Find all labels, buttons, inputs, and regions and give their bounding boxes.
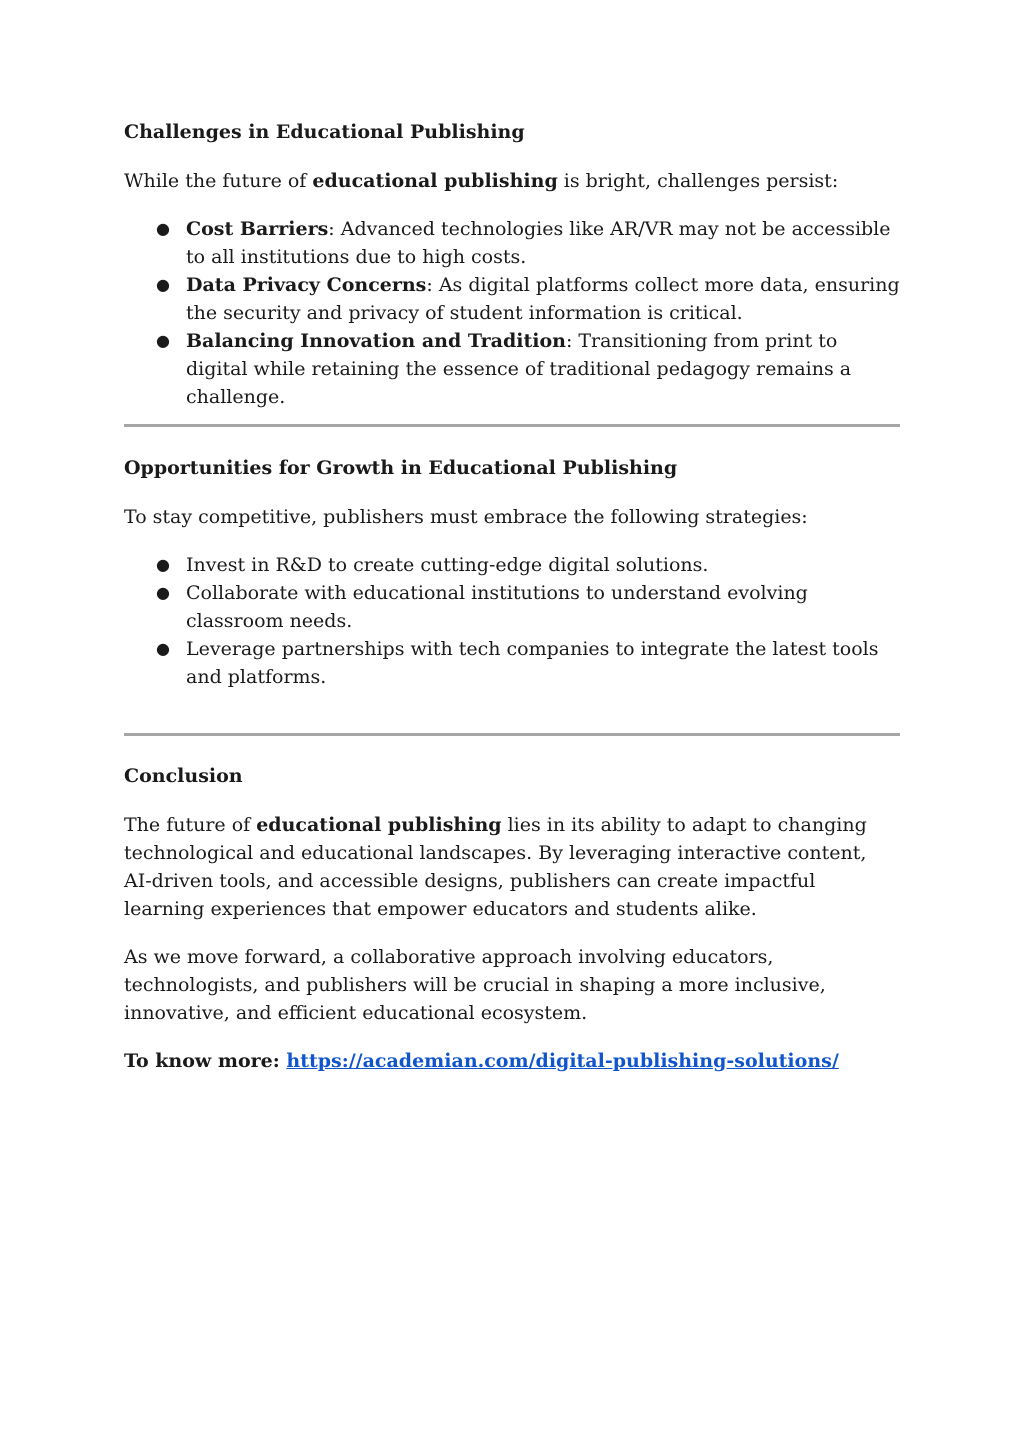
- item-text: : Transitioning from print to digital while retaining the essence of traditional pedagogy remains a challenge.: [186, 330, 852, 408]
- divider-line: [124, 424, 900, 427]
- intro-bold-text: educational publishing: [312, 170, 558, 192]
- list-item: [124, 635, 900, 691]
- item-text: : As digital platforms collect more data, ensuring the security and privacy of student information is critical.: [186, 274, 900, 324]
- know-more-line: [124, 1047, 900, 1075]
- opportunities-heading: Opportunities for Growth in Educational Publishing: [124, 457, 678, 479]
- conclusion-section: [124, 762, 900, 1095]
- conclusion-paragraph-1: [124, 811, 900, 923]
- challenges-heading: Challenges in Educational Publishing: [124, 121, 525, 143]
- challenges-intro: [124, 167, 900, 195]
- paragraph-text: lies in its ability to adapt to changing technological and educational landscapes. By leveraging interactive content, AI-driven tools, and accessible designs, publishers can create impactful learning experiences that empower educators and students alike.: [124, 814, 867, 920]
- item-text: Invest in R&D to create cutting-edge digital solutions.: [186, 554, 709, 576]
- intro-text: While the future of: [124, 170, 313, 192]
- section-divider: [124, 733, 900, 736]
- list-item: [124, 551, 900, 579]
- list-item: [124, 271, 900, 327]
- item-bold-label: Cost Barriers: [186, 218, 329, 240]
- paragraph-text: The future of: [124, 814, 257, 836]
- list-item: [124, 327, 900, 411]
- challenges-list: [124, 215, 900, 411]
- bullet-icon: ●: [156, 583, 170, 602]
- opportunities-list: [124, 551, 900, 691]
- conclusion-paragraph-2: As we move forward, a collaborative approach involving educators, technologists, and publishers will be crucial in shaping a more inclusive, innovative, and efficient educational ecosystem.: [124, 946, 826, 1024]
- item-bold-label: Data Privacy Concerns: [186, 274, 427, 296]
- know-more-link[interactable]: https://academian.com/digital-publishing-solutions/: [286, 1050, 839, 1072]
- item-text: Collaborate with educational institutions to understand evolving classroom needs.: [186, 582, 808, 632]
- bullet-icon: ●: [156, 331, 170, 350]
- bullet-icon: ●: [156, 639, 170, 658]
- bullet-icon: ●: [156, 219, 170, 238]
- list-item: [124, 215, 900, 271]
- opportunities-section: [124, 454, 900, 691]
- item-text: : Advanced technologies like AR/VR may not be accessible to all institutions due to high costs.: [186, 218, 891, 268]
- know-more-label: To know more:: [124, 1050, 287, 1072]
- opportunities-intro: To stay competitive, publishers must embrace the following strategies:: [124, 506, 808, 528]
- section-divider: [124, 424, 900, 427]
- bullet-icon: ●: [156, 275, 170, 294]
- list-item: [124, 579, 900, 635]
- conclusion-heading: Conclusion: [124, 765, 243, 787]
- item-bold-label: Balancing Innovation and Tradition: [186, 330, 566, 352]
- intro-text: is bright, challenges persist:: [557, 170, 839, 192]
- challenges-section: [124, 118, 900, 411]
- bullet-icon: ●: [156, 555, 170, 574]
- paragraph-bold-text: educational publishing: [256, 814, 502, 836]
- item-text: Leverage partnerships with tech companies to integrate the latest tools and platforms.: [186, 638, 879, 688]
- divider-line: [124, 733, 900, 736]
